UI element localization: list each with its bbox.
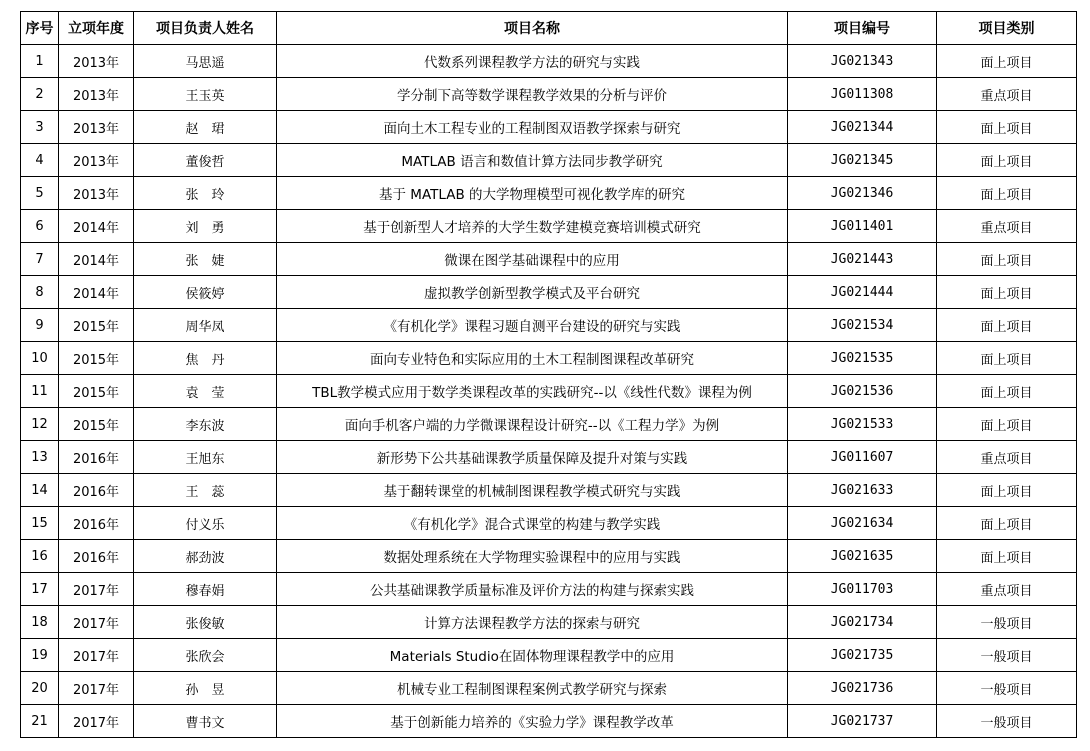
cell-year: 2015年 xyxy=(59,342,134,375)
cell-serial-number: 16 xyxy=(21,540,59,573)
cell-project-category: 面上项目 xyxy=(937,45,1077,78)
header-year: 立项年度 xyxy=(59,12,134,45)
cell-project-code: JG021736 xyxy=(788,672,937,705)
cell-project-category: 一般项目 xyxy=(937,672,1077,705)
cell-serial-number: 6 xyxy=(21,210,59,243)
table-row xyxy=(21,276,1077,309)
cell-leader-name: 王旭东 xyxy=(134,441,277,474)
table-row xyxy=(21,606,1077,639)
table-row xyxy=(21,573,1077,606)
table-row xyxy=(21,111,1077,144)
cell-project-code: JG011401 xyxy=(788,210,937,243)
cell-project-name: 面向土木工程专业的工程制图双语教学探索与研究 xyxy=(277,111,788,144)
cell-project-code: JG021344 xyxy=(788,111,937,144)
cell-project-code: JG021635 xyxy=(788,540,937,573)
cell-leader-name: 张欣会 xyxy=(134,639,277,672)
cell-leader-name: 刘 勇 xyxy=(134,210,277,243)
cell-project-code: JG021633 xyxy=(788,474,937,507)
cell-project-category: 一般项目 xyxy=(937,705,1077,738)
cell-project-code: JG021443 xyxy=(788,243,937,276)
cell-project-name: 基于 MATLAB 的大学物理模型可视化教学库的研究 xyxy=(277,177,788,210)
table-row xyxy=(21,210,1077,243)
cell-year: 2015年 xyxy=(59,309,134,342)
cell-project-code: JG021735 xyxy=(788,639,937,672)
cell-project-category: 面上项目 xyxy=(937,177,1077,210)
cell-project-name: MATLAB 语言和数值计算方法同步教学研究 xyxy=(277,144,788,177)
cell-project-category: 面上项目 xyxy=(937,507,1077,540)
cell-year: 2013年 xyxy=(59,78,134,111)
cell-project-name: 学分制下高等数学课程教学效果的分析与评价 xyxy=(277,78,788,111)
cell-project-category: 面上项目 xyxy=(937,474,1077,507)
cell-project-category: 面上项目 xyxy=(937,342,1077,375)
cell-project-name: 微课在图学基础课程中的应用 xyxy=(277,243,788,276)
cell-serial-number: 4 xyxy=(21,144,59,177)
cell-project-name: 计算方法课程教学方法的探索与研究 xyxy=(277,606,788,639)
cell-year: 2016年 xyxy=(59,507,134,540)
project-table xyxy=(20,11,1077,738)
cell-serial-number: 5 xyxy=(21,177,59,210)
cell-serial-number: 21 xyxy=(21,705,59,738)
table-row xyxy=(21,375,1077,408)
cell-year: 2016年 xyxy=(59,474,134,507)
cell-project-code: JG021444 xyxy=(788,276,937,309)
table-row xyxy=(21,78,1077,111)
table-row xyxy=(21,45,1077,78)
cell-project-name: 《有机化学》课程习题自测平台建设的研究与实践 xyxy=(277,309,788,342)
header-project-category: 项目类别 xyxy=(937,12,1077,45)
cell-year: 2015年 xyxy=(59,408,134,441)
cell-project-code: JG021535 xyxy=(788,342,937,375)
cell-year: 2016年 xyxy=(59,441,134,474)
cell-project-category: 一般项目 xyxy=(937,606,1077,639)
cell-project-category: 重点项目 xyxy=(937,441,1077,474)
cell-project-name: 基于翻转课堂的机械制图课程教学模式研究与实践 xyxy=(277,474,788,507)
cell-year: 2015年 xyxy=(59,375,134,408)
cell-year: 2016年 xyxy=(59,540,134,573)
cell-serial-number: 2 xyxy=(21,78,59,111)
cell-year: 2017年 xyxy=(59,672,134,705)
table-row xyxy=(21,507,1077,540)
cell-project-code: JG011703 xyxy=(788,573,937,606)
cell-serial-number: 15 xyxy=(21,507,59,540)
cell-project-code: JG021533 xyxy=(788,408,937,441)
cell-serial-number: 14 xyxy=(21,474,59,507)
table-row xyxy=(21,342,1077,375)
cell-project-name: 虚拟教学创新型教学模式及平台研究 xyxy=(277,276,788,309)
cell-leader-name: 侯筱婷 xyxy=(134,276,277,309)
cell-project-name: 《有机化学》混合式课堂的构建与教学实践 xyxy=(277,507,788,540)
cell-leader-name: 王 蕊 xyxy=(134,474,277,507)
table-header-row xyxy=(21,12,1077,45)
cell-year: 2014年 xyxy=(59,210,134,243)
cell-project-category: 重点项目 xyxy=(937,210,1077,243)
cell-project-category: 面上项目 xyxy=(937,375,1077,408)
cell-project-code: JG021634 xyxy=(788,507,937,540)
table-row xyxy=(21,441,1077,474)
cell-project-name: TBL教学模式应用于数学类课程改革的实践研究--以《线性代数》课程为例 xyxy=(277,375,788,408)
header-serial-number: 序号 xyxy=(21,12,59,45)
cell-project-category: 面上项目 xyxy=(937,408,1077,441)
cell-project-category: 面上项目 xyxy=(937,309,1077,342)
cell-year: 2013年 xyxy=(59,177,134,210)
cell-leader-name: 张俊敏 xyxy=(134,606,277,639)
table-row xyxy=(21,672,1077,705)
cell-serial-number: 7 xyxy=(21,243,59,276)
cell-leader-name: 曹书文 xyxy=(134,705,277,738)
table-row xyxy=(21,639,1077,672)
cell-serial-number: 12 xyxy=(21,408,59,441)
cell-year: 2014年 xyxy=(59,276,134,309)
cell-leader-name: 李东波 xyxy=(134,408,277,441)
cell-leader-name: 赵 珺 xyxy=(134,111,277,144)
cell-project-name: 数据处理系统在大学物理实验课程中的应用与实践 xyxy=(277,540,788,573)
cell-project-category: 面上项目 xyxy=(937,243,1077,276)
header-leader-name: 项目负责人姓名 xyxy=(134,12,277,45)
cell-year: 2017年 xyxy=(59,573,134,606)
cell-project-code: JG021346 xyxy=(788,177,937,210)
cell-year: 2013年 xyxy=(59,111,134,144)
cell-year: 2017年 xyxy=(59,705,134,738)
table-row xyxy=(21,474,1077,507)
cell-project-code: JG011607 xyxy=(788,441,937,474)
cell-leader-name: 周华凤 xyxy=(134,309,277,342)
table-row xyxy=(21,144,1077,177)
cell-serial-number: 3 xyxy=(21,111,59,144)
table-row xyxy=(21,177,1077,210)
table-row xyxy=(21,408,1077,441)
cell-project-name: 面向专业特色和实际应用的土木工程制图课程改革研究 xyxy=(277,342,788,375)
table-row xyxy=(21,705,1077,738)
cell-project-name: 代数系列课程教学方法的研究与实践 xyxy=(277,45,788,78)
header-project-code: 项目编号 xyxy=(788,12,937,45)
cell-project-code: JG021534 xyxy=(788,309,937,342)
cell-project-code: JG021343 xyxy=(788,45,937,78)
cell-project-category: 面上项目 xyxy=(937,540,1077,573)
cell-serial-number: 20 xyxy=(21,672,59,705)
cell-project-code: JG011308 xyxy=(788,78,937,111)
cell-project-name: 基于创新能力培养的《实验力学》课程教学改革 xyxy=(277,705,788,738)
cell-project-code: JG021536 xyxy=(788,375,937,408)
cell-serial-number: 10 xyxy=(21,342,59,375)
cell-project-name: 机械专业工程制图课程案例式教学研究与探索 xyxy=(277,672,788,705)
cell-serial-number: 17 xyxy=(21,573,59,606)
cell-project-category: 重点项目 xyxy=(937,78,1077,111)
table-row xyxy=(21,243,1077,276)
cell-project-category: 面上项目 xyxy=(937,111,1077,144)
cell-leader-name: 张 婕 xyxy=(134,243,277,276)
project-table-container xyxy=(20,11,1076,738)
cell-leader-name: 穆春娟 xyxy=(134,573,277,606)
cell-serial-number: 8 xyxy=(21,276,59,309)
cell-serial-number: 18 xyxy=(21,606,59,639)
cell-serial-number: 11 xyxy=(21,375,59,408)
cell-serial-number: 19 xyxy=(21,639,59,672)
cell-project-code: JG021345 xyxy=(788,144,937,177)
cell-leader-name: 马思遥 xyxy=(134,45,277,78)
cell-project-name: Materials Studio在固体物理课程教学中的应用 xyxy=(277,639,788,672)
cell-leader-name: 付义乐 xyxy=(134,507,277,540)
cell-leader-name: 张 玲 xyxy=(134,177,277,210)
cell-serial-number: 9 xyxy=(21,309,59,342)
cell-serial-number: 13 xyxy=(21,441,59,474)
cell-leader-name: 王玉英 xyxy=(134,78,277,111)
header-project-name: 项目名称 xyxy=(277,12,788,45)
cell-year: 2017年 xyxy=(59,639,134,672)
cell-project-category: 重点项目 xyxy=(937,573,1077,606)
cell-project-category: 面上项目 xyxy=(937,276,1077,309)
cell-year: 2014年 xyxy=(59,243,134,276)
cell-project-name: 新形势下公共基础课教学质量保障及提升对策与实践 xyxy=(277,441,788,474)
cell-year: 2013年 xyxy=(59,144,134,177)
table-body xyxy=(21,45,1077,738)
cell-project-code: JG021737 xyxy=(788,705,937,738)
cell-leader-name: 袁 莹 xyxy=(134,375,277,408)
cell-serial-number: 1 xyxy=(21,45,59,78)
cell-project-category: 一般项目 xyxy=(937,639,1077,672)
cell-project-name: 基于创新型人才培养的大学生数学建模竞赛培训模式研究 xyxy=(277,210,788,243)
table-row xyxy=(21,540,1077,573)
cell-leader-name: 焦 丹 xyxy=(134,342,277,375)
cell-year: 2013年 xyxy=(59,45,134,78)
cell-leader-name: 郝劲波 xyxy=(134,540,277,573)
cell-project-category: 面上项目 xyxy=(937,144,1077,177)
table-row xyxy=(21,309,1077,342)
cell-project-name: 公共基础课教学质量标准及评价方法的构建与探索实践 xyxy=(277,573,788,606)
cell-leader-name: 孙 昱 xyxy=(134,672,277,705)
cell-year: 2017年 xyxy=(59,606,134,639)
cell-project-code: JG021734 xyxy=(788,606,937,639)
cell-project-name: 面向手机客户端的力学微课课程设计研究--以《工程力学》为例 xyxy=(277,408,788,441)
cell-leader-name: 董俊哲 xyxy=(134,144,277,177)
